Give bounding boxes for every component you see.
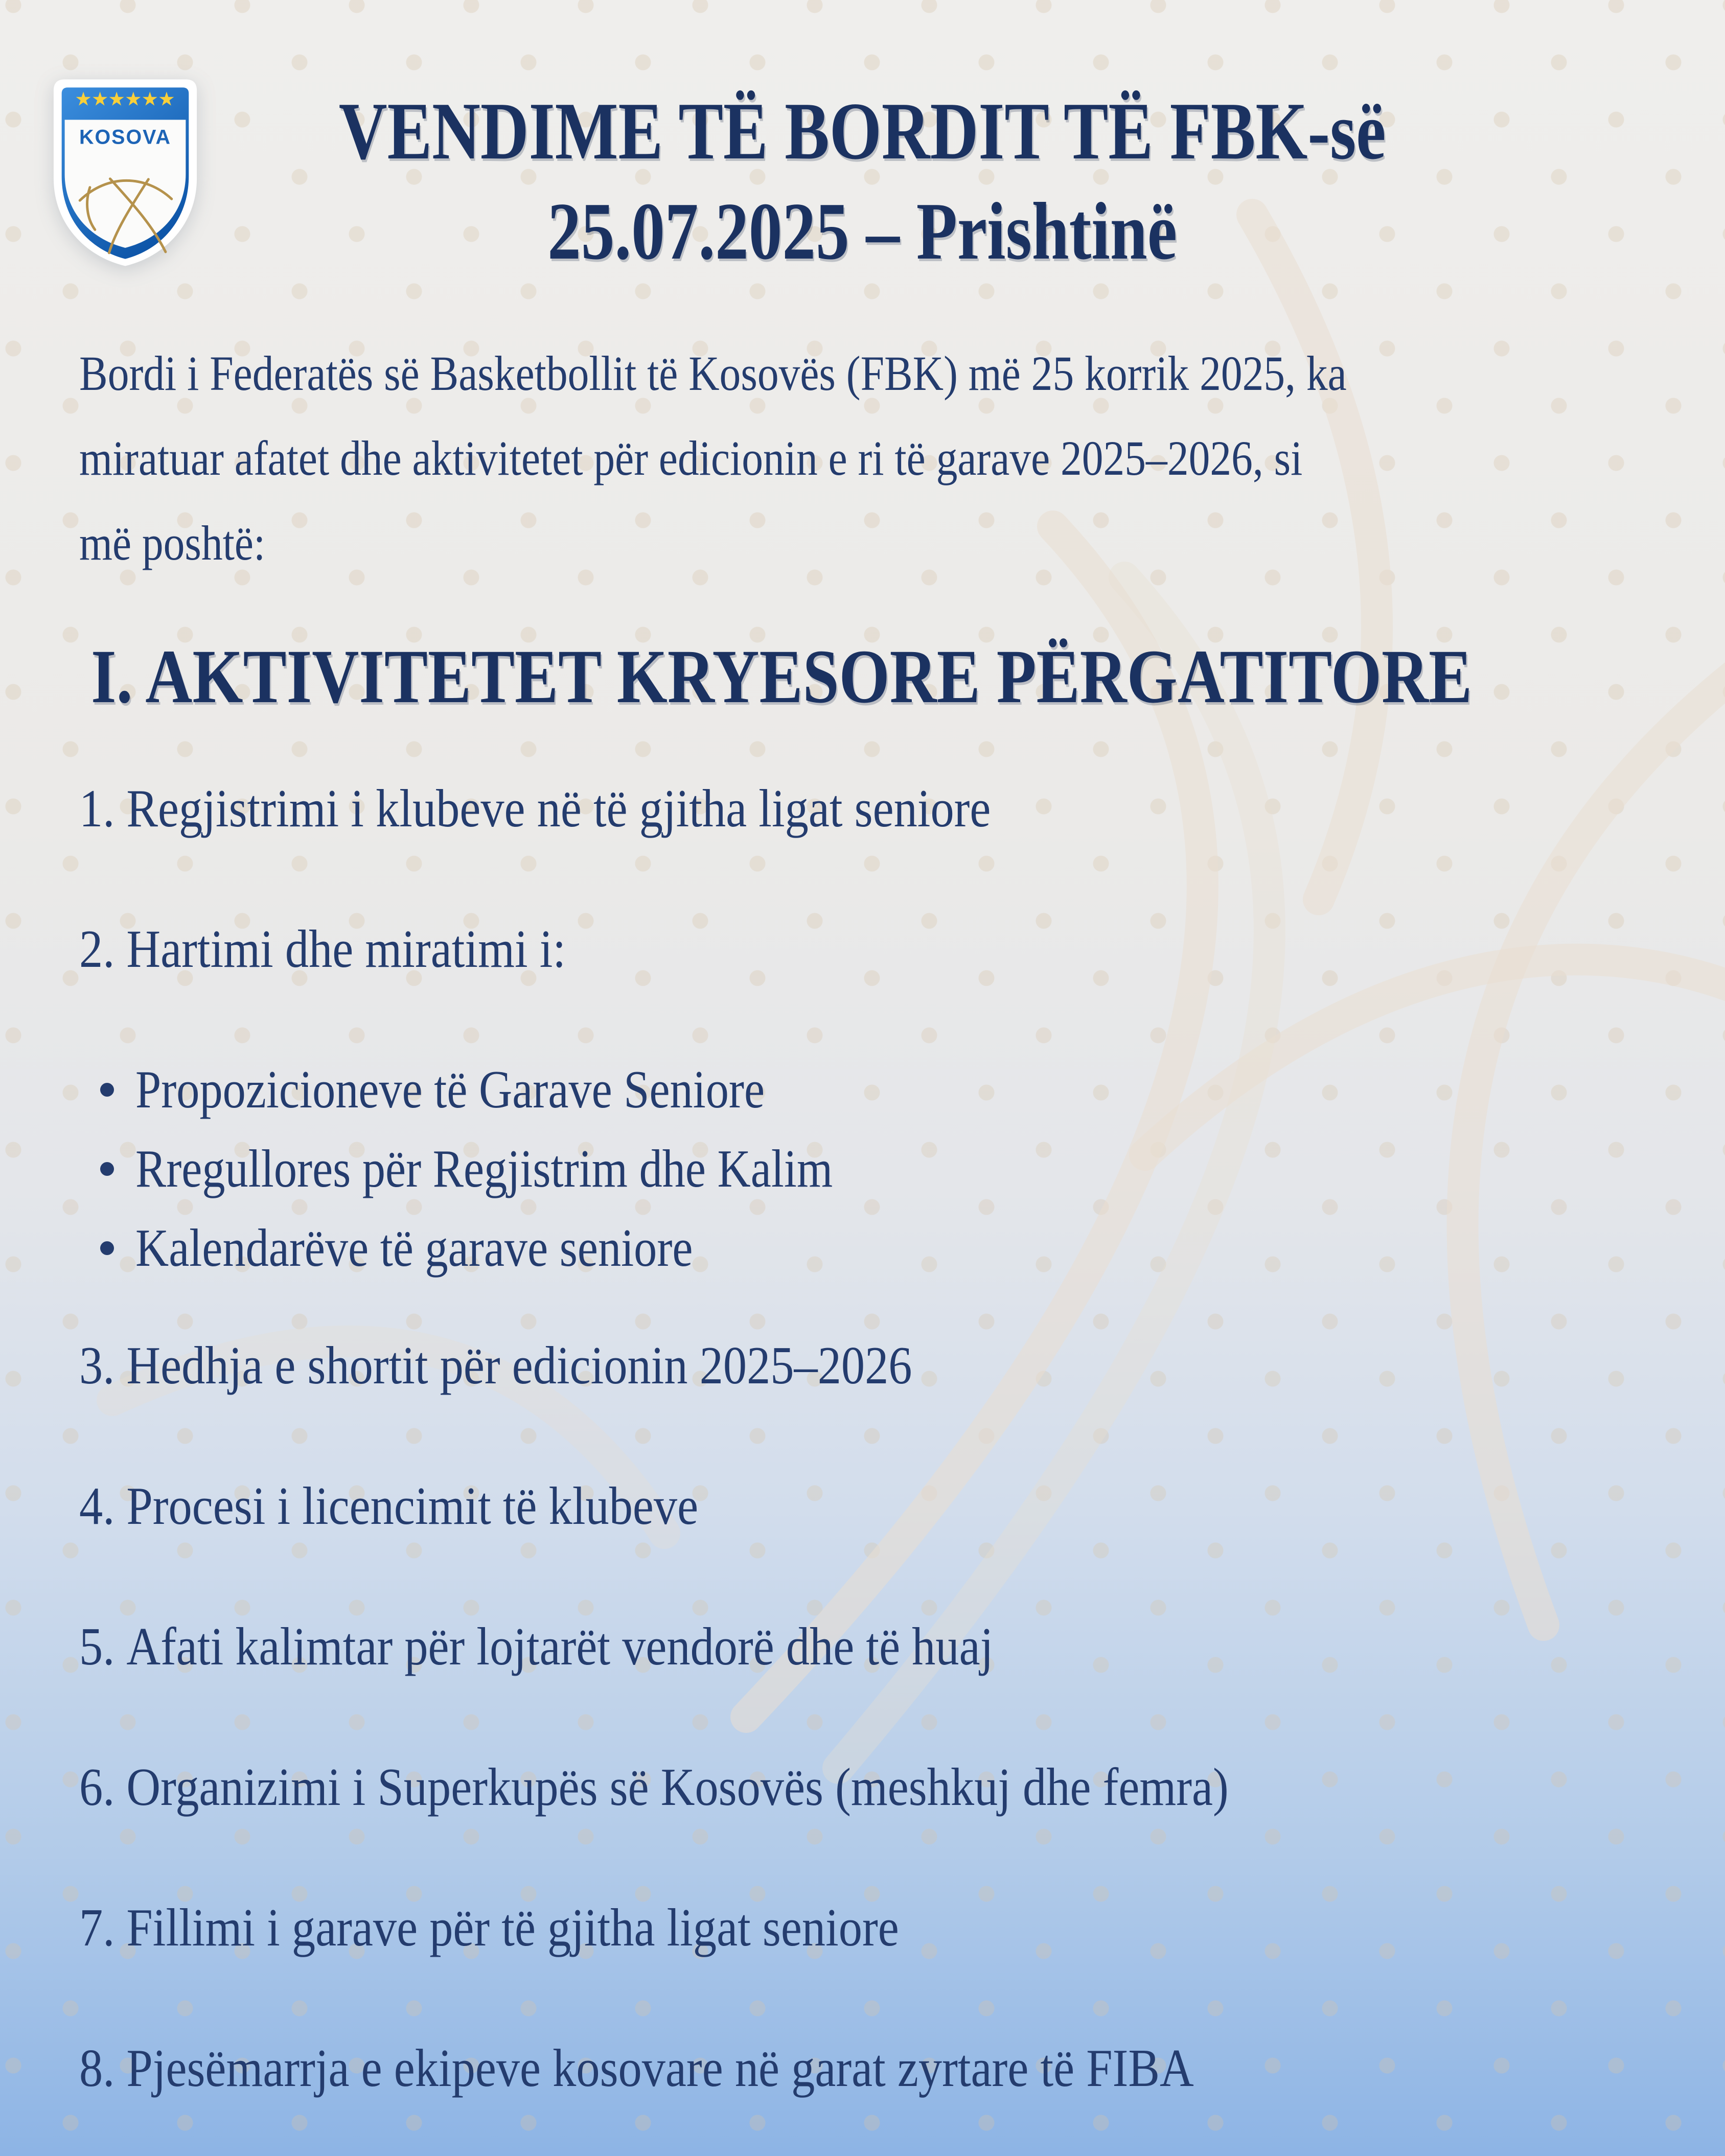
list-item-6 xyxy=(79,1751,1385,1823)
bullet-item-2 xyxy=(100,1133,946,1204)
bullet-text: Kalendarëve të garave seniore xyxy=(135,1218,693,1278)
list-item-5 xyxy=(79,1611,1118,1682)
star-icon: ★ xyxy=(108,87,126,110)
item-number: 8. xyxy=(79,2038,115,2098)
item-text: Hedhja e shortit për edicionin 2025–2026 xyxy=(126,1335,912,1395)
item-text: Organizimi i Superkupës së Kosovës (meshkuj dhe femra) xyxy=(126,1757,1229,1817)
item-text: Pjesëmarrja e ekipeve kosovare në garat zyrtare të FIBA xyxy=(126,2038,1194,2098)
item-number: 3. xyxy=(79,1335,115,1395)
item-number: 7. xyxy=(79,1897,115,1957)
item-text: Procesi i licencimit të klubeve xyxy=(126,1476,699,1536)
intro-line: miratuar afatet dhe aktivitetet për edicionin e ri të garave 2025–2026, si xyxy=(79,431,1303,485)
star-icon: ★ xyxy=(158,87,175,110)
star-icon: ★ xyxy=(124,87,142,110)
bullet-dot-icon xyxy=(100,1241,114,1255)
star-icon: ★ xyxy=(141,87,159,110)
list-item-1 xyxy=(79,773,1115,844)
list-item-3 xyxy=(79,1330,1026,1401)
list-item-7 xyxy=(79,1892,1010,1963)
bullet-text: Propozicioneve të Garave Seniore xyxy=(135,1059,765,1119)
star-icon: ★ xyxy=(75,87,92,110)
page-title xyxy=(0,81,1725,281)
item-number: 2. xyxy=(79,919,115,979)
list-item-4 xyxy=(79,1470,783,1542)
bullet-text: Rregullores për Regjistrim dhe Kalim xyxy=(135,1139,833,1198)
list-item-8 xyxy=(79,2032,1346,2104)
bullet-dot-icon xyxy=(100,1162,114,1176)
item-number: 4. xyxy=(79,1476,115,1536)
bullet-dot-icon xyxy=(100,1083,114,1097)
bullet-item-3 xyxy=(100,1212,784,1284)
item-number: 1. xyxy=(79,778,115,838)
list-item-2 xyxy=(79,913,632,985)
page-title-line1: VENDIME TË BORDIT TË FBK-së xyxy=(339,85,1386,176)
star-icon: ★ xyxy=(91,87,109,110)
bullet-item-1 xyxy=(100,1054,867,1125)
intro-line: më poshtë: xyxy=(79,516,266,570)
intro-line: Bordi i Federatës së Basketbollit të Kosovës (FBK) më 25 korrik 2025, ka xyxy=(79,346,1347,401)
item-text: Fillimi i garave për të gjitha ligat seniore xyxy=(126,1897,899,1957)
item-number: 5. xyxy=(79,1616,115,1676)
item-text: Afati kalimtar për lojtarët vendorë dhe të huaj xyxy=(126,1616,994,1676)
intro-paragraph xyxy=(79,331,1536,586)
item-number: 6. xyxy=(79,1757,115,1817)
section-heading: I. AKTIVITETET KRYESORE PËRGATITORE xyxy=(91,634,1473,719)
item-text: Hartimi dhe miratimi i: xyxy=(126,919,566,979)
logo-kosova-label: KOSOVA xyxy=(79,126,171,149)
page-title-line2: 25.07.2025 – Prishtinë xyxy=(547,186,1178,276)
item-text: Regjistrimi i klubeve në të gjitha ligat seniore xyxy=(126,778,991,838)
